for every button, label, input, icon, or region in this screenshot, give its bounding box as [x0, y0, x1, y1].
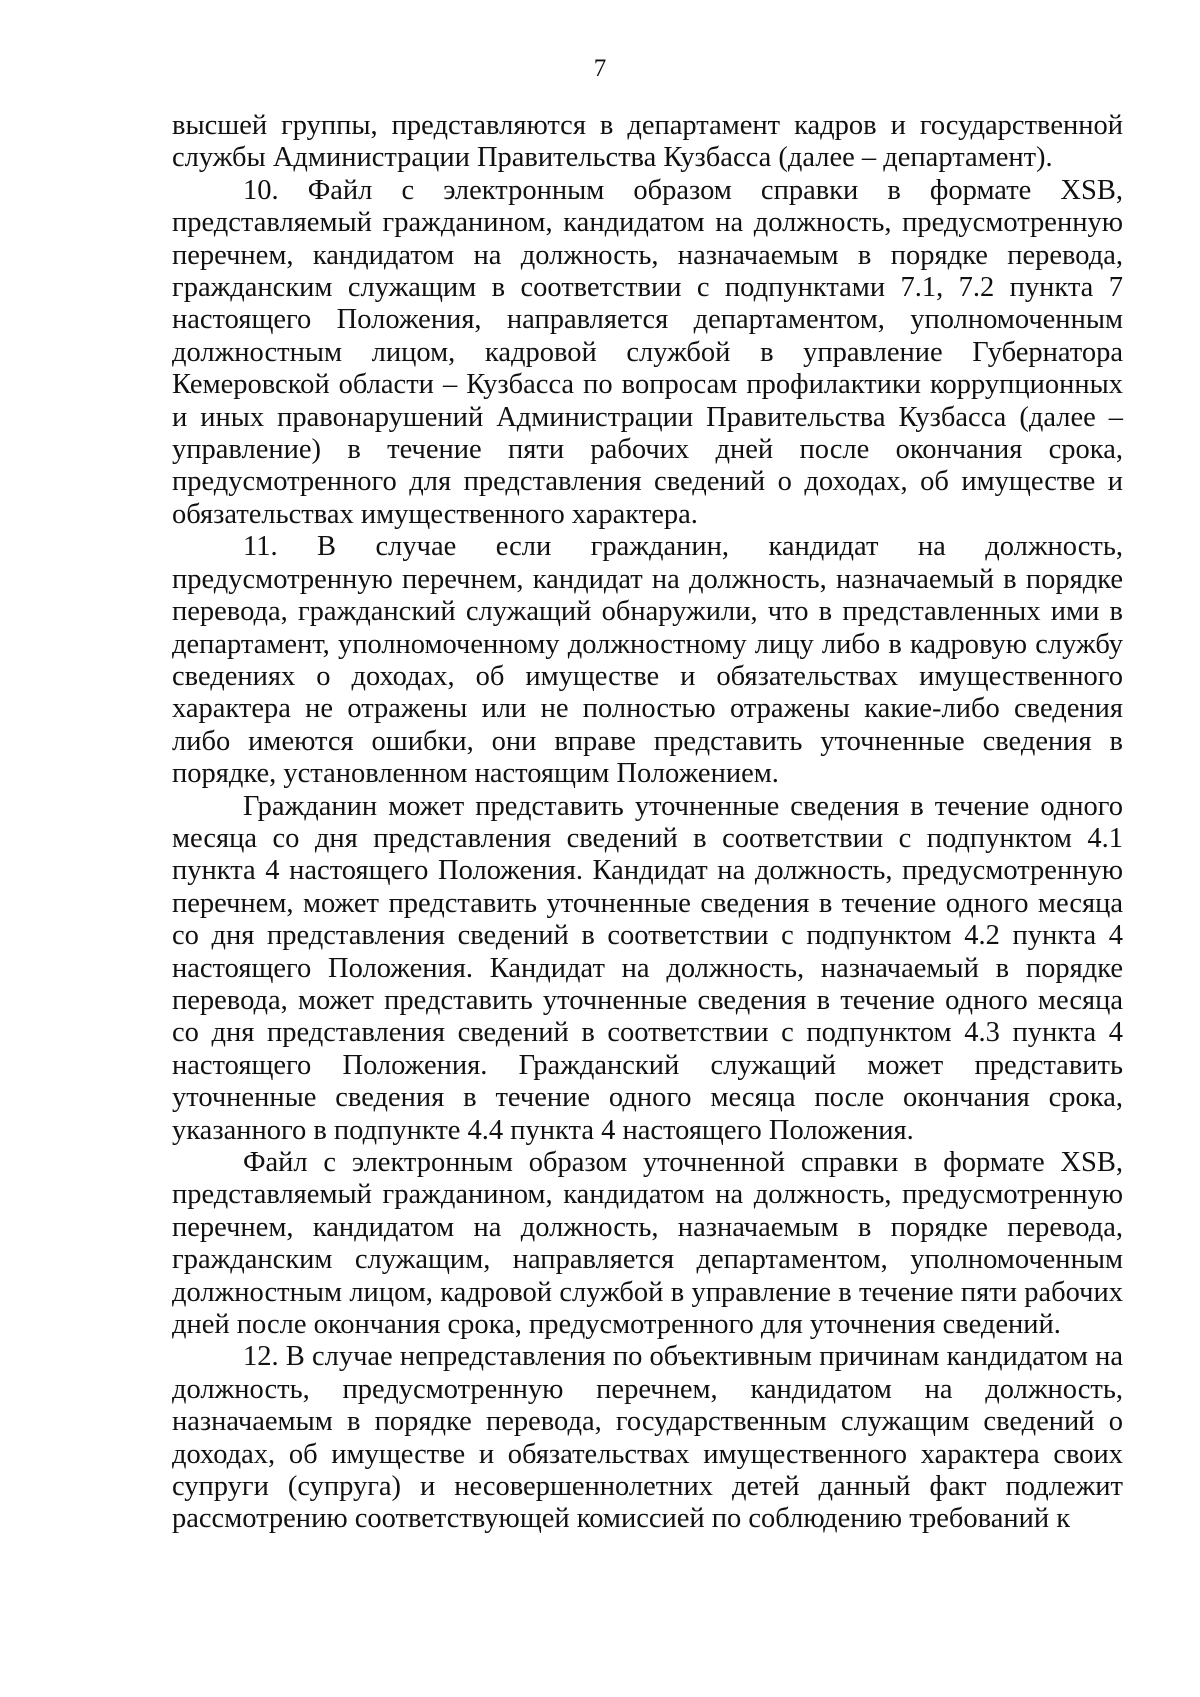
paragraph-xsb-file: Файл с электронным образом уточненной справки в формате XSB, представляемый гражданином, кандидатом на должность, предусмотренную перечнем, кандидатом на должность, назначаемым в порядке перевода, гражданским служащим, направляется департаментом, уполномоченным должностным лицом, кадровой службой в управление в течение пяти рабочих дней после окончания срока, предусмотренного для уточнения сведений.	[172, 1147, 1123, 1341]
paragraph-citizen-update: Гражданин может представить уточненные сведения в течение одного месяца со дня представления сведений в соответствии с подпунктом 4.1 пункта 4 настоящего Положения. Кандидат на должность, предусмотренную перечнем, может представить уточненные сведения в течение одного месяца со дня представления сведений в соответствии с подпунктом 4.2 пункта 4 настоящего Положения. Кандидат на должность, назначаемый в порядке перевода, может представить уточненные сведения в течение одного месяца со дня представления сведений в соответствии с подпунктом 4.3 пункта 4 настоящего Положения. Гражданский служащий может представить уточненные сведения в течение одного месяца после окончания срока, указанного в подпункте 4.4 пункта 4 настоящего Положения.	[172, 790, 1123, 1146]
paragraph-item-11: 11. В случае если гражданин, кандидат на должность, предусмотренную перечнем, кандидат на должность, назначаемый в порядке перевода, гражданский служащий обнаружили, что в представленных ими в департамент, уполномоченному должностному лицу либо в кадровую службу сведениях о доходах, об имуществе и обязательствах имущественного характера не отражены или не полностью отражены какие-либо сведения либо имеются ошибки, они вправе представить уточненные сведения в порядке, установленном настоящим Положением.	[172, 531, 1123, 790]
paragraph-item-10: 10. Файл с электронным образом справки в формате XSB, представляемый гражданином, кандидатом на должность, предусмотренную перечнем, кандидатом на должность, назначаемым в порядке перевода, гражданским служащим в соответствии с подпунктами 7.1, 7.2 пункта 7 настоящего Положения, направляется департаментом, уполномоченным должностным лицом, кадровой службой в управление Губернатора Кемеровской области – Кузбасса по вопросам профилактики коррупционных и иных правонарушений Администрации Правительства Кузбасса (далее – управление) в течение пяти рабочих дней после окончания срока, предусмотренного для представления сведений о доходах, об имуществе и обязательствах имущественного характера.	[172, 174, 1123, 530]
paragraph-item-12: 12. В случае непредставления по объективным причинам кандидатом на должность, предусмотренную перечнем, кандидатом на должность, назначаемым в порядке перевода, государственным служащим сведений о доходах, об имуществе и обязательствах имущественного характера своих супруги (супруга) и несовершеннолетних детей данный факт подлежит рассмотрению соответствующей комиссией по соблюдению требований к	[172, 1341, 1123, 1535]
page-number: 7	[593, 55, 607, 82]
paragraph-continuation: высшей группы, представляются в департамент кадров и государственной службы Администрации Правительства Кузбасса (далее – департамент).	[172, 110, 1123, 174]
document-body	[172, 110, 1123, 1536]
